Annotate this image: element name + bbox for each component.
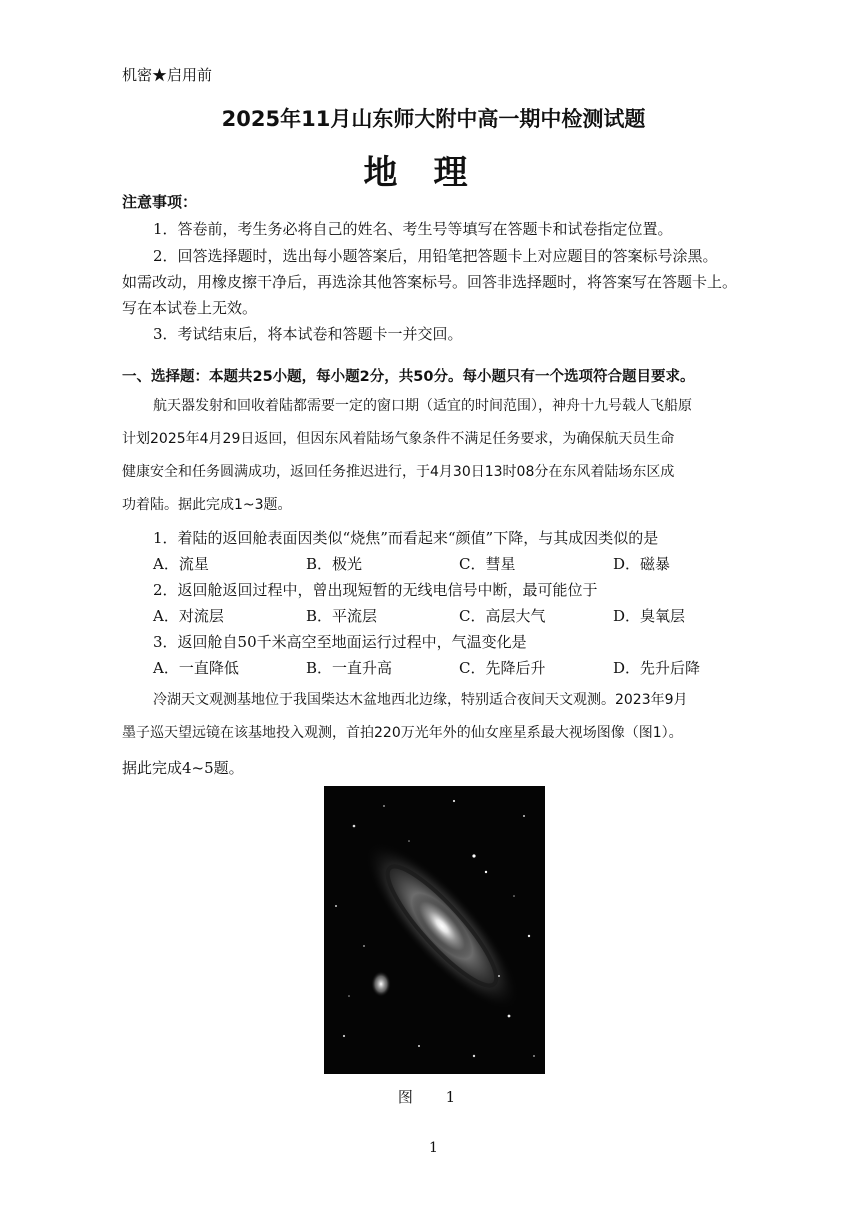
passage2-line: 据此完成4~5题。 [122, 759, 244, 777]
q3-option-a: A．一直降低 [153, 659, 239, 677]
confidential-mark: 机密★启用前 [122, 66, 213, 84]
passage1-line: 功着陆。据此完成1~3题。 [122, 497, 292, 513]
q1-option-c: C．彗星 [459, 555, 516, 573]
q1-option-d: D．磁暴 [613, 555, 671, 573]
note-item-2-cont: 如需改动，用橡皮擦干净后，再选涂其他答案标号。回答非选择题时，将答案写在答题卡上。 [122, 273, 738, 291]
question-2-stem: 2．返回舱返回过程中，曾出现短暂的无线电信号中断，最可能位于 [153, 581, 598, 599]
q1-option-b: B．极光 [306, 555, 363, 573]
q2-option-c: C．高层大气 [459, 607, 546, 625]
passage1-line: 航天器发射和回收着陆都需要一定的窗口期（适宜的时间范围），神舟十九号载人飞船原 [153, 398, 692, 414]
q2-option-b: B．平流层 [306, 607, 378, 625]
note-item-2: 2．回答选择题时，选出每小题答案后，用铅笔把答题卡上对应题目的答案标号涂黑。 [153, 247, 718, 265]
note-item-3: 3．考试结束后，将本试卷和答题卡一并交回。 [153, 325, 463, 343]
galaxy-photo-icon [324, 786, 545, 1074]
figure-caption: 图 1 [397, 1088, 470, 1106]
passage2-line: 冷湖天文观测基地位于我国柴达木盆地西北边缘，特别适合夜间天文观测。2023年9月 [153, 692, 688, 708]
note-item-2-end: 写在本试卷上无效。 [122, 299, 258, 317]
exam-title: 2025年11月山东师大附中高一期中检测试题 [221, 107, 646, 131]
q2-option-d: D．臭氧层 [613, 607, 686, 625]
question-3-stem: 3．返回舱自50千米高空至地面运行过程中，气温变化是 [153, 633, 527, 651]
passage2-line: 墨子巡天望远镜在该基地投入观测，首拍220万光年外的仙女座星系最大视场图像（图1）。 [122, 725, 683, 741]
q3-option-d: D．先升后降 [613, 659, 701, 677]
q1-option-a: A．流星 [153, 555, 209, 573]
q2-option-a: A．对流层 [153, 607, 224, 625]
section-heading: 一、选择题：本题共25小题，每小题2分，共50分。每小题只有一个选项符合题目要求。 [122, 369, 695, 385]
passage1-line: 计划2025年4月29日返回，但因东风着陆场气象条件不满足任务要求，为确保航天员生命 [122, 431, 675, 447]
page-number: 1 [429, 1140, 438, 1156]
q3-option-b: B．一直升高 [306, 659, 393, 677]
q3-option-c: C．先降后升 [459, 659, 546, 677]
notes-heading: 注意事项： [122, 193, 198, 211]
passage1-line: 健康安全和任务圆满成功，返回任务推迟进行，于4月30日13时08分在东风着陆场东区成 [122, 464, 675, 480]
subject-title: 地理 [363, 153, 504, 193]
note-item-1: 1．答卷前，考生务必将自己的姓名、考生号等填写在答题卡和试卷指定位置。 [153, 220, 673, 238]
question-1-stem: 1．着陆的返回舱表面因类似“烧焦”而看起来“颜值”下降，与其成因类似的是 [153, 529, 659, 547]
